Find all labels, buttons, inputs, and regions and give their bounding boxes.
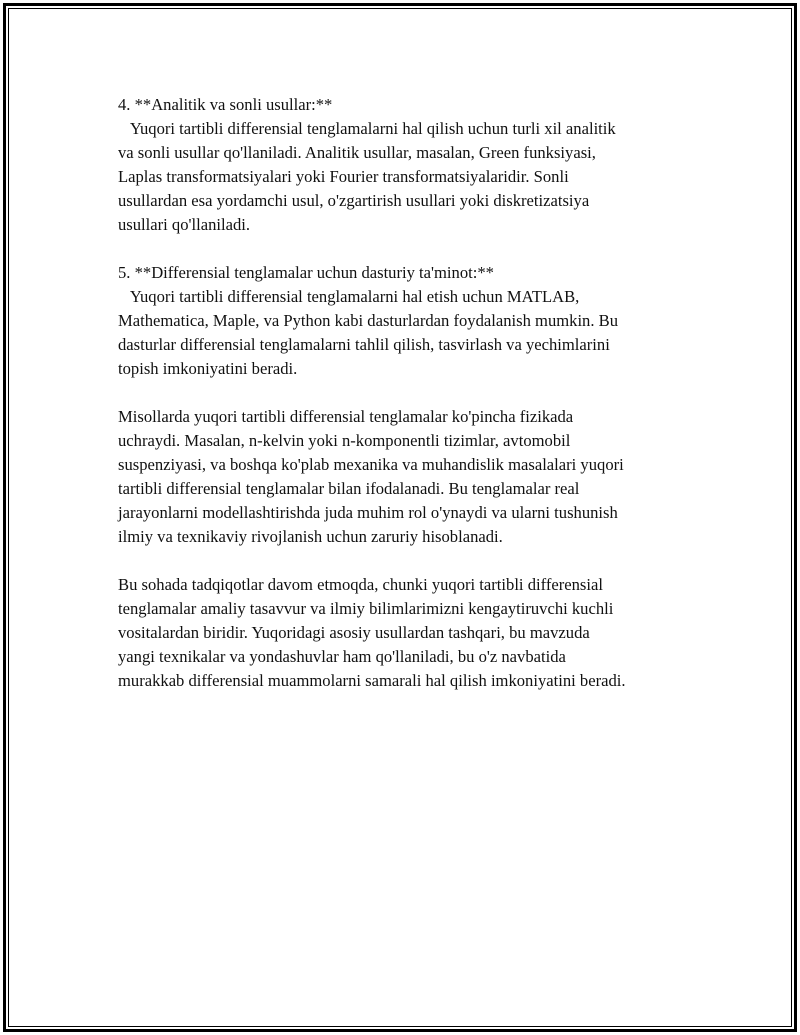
section-4-heading: 4. **Analitik va sonli usullar:** bbox=[118, 95, 333, 114]
paragraph-line: Mathematica, Maple, va Python kabi dasturlardan foydalanish mumkin. Bu bbox=[118, 311, 619, 330]
paragraph-line: tenglamalar amaliy tasavvur va ilmiy bilimlarimizni kengaytiruvchi kuchli bbox=[118, 599, 614, 618]
paragraph-line: usullardan esa yordamchi usul, o'zgartirish usullari yoki diskretizatsiya bbox=[118, 191, 590, 210]
examples-paragraph bbox=[118, 405, 698, 549]
paragraph-line: va sonli usullar qo'llaniladi. Analitik usullar, masalan, Green funksiyasi, bbox=[118, 143, 596, 162]
paragraph-line: suspenziyasi, va boshqa ko'plab mexanika va muhandislik masalalari yuqori bbox=[118, 455, 624, 474]
paragraph-line: uchraydi. Masalan, n-kelvin yoki n-komponentli tizimlar, avtomobil bbox=[118, 431, 571, 450]
paragraph-line: dasturlar differensial tenglamalarni tahlil qilish, tasvirlash va yechimlarini bbox=[118, 335, 610, 354]
paragraph-line: Misollarda yuqori tartibli differensial tenglamalar ko'pincha fizikada bbox=[118, 407, 574, 426]
paragraph-line: murakkab differensial muammolarni samarali hal qilish imkoniyatini beradi. bbox=[118, 671, 626, 690]
paragraph-line: jarayonlarni modellashtirishda juda muhim rol o'ynaydi va ularni tushunish bbox=[118, 503, 618, 522]
paragraph-line: tartibli differensial tenglamalar bilan ifodalanadi. Bu tenglamalar real bbox=[118, 479, 580, 498]
paragraph-line: vositalardan biridir. Yuqoridagi asosiy usullardan tashqari, bu mavzuda bbox=[118, 623, 590, 642]
paragraph-line: ilmiy va texnikaviy rivojlanish uchun zaruriy hisoblanadi. bbox=[118, 527, 503, 546]
paragraph-line: Yuqori tartibli differensial tenglamalarni hal qilish uchun turli xil analitik bbox=[118, 119, 616, 138]
document-body bbox=[118, 93, 698, 717]
paragraph-line: usullari qo'llaniladi. bbox=[118, 215, 251, 234]
section-5-heading: 5. **Differensial tenglamalar uchun dasturiy ta'minot:** bbox=[118, 263, 494, 282]
section-5-software bbox=[118, 261, 698, 381]
section-4-analytic-numeric-methods bbox=[118, 93, 698, 237]
paragraph-line: topish imkoniyatini beradi. bbox=[118, 359, 298, 378]
conclusion-paragraph bbox=[118, 573, 698, 693]
paragraph-line: Bu sohada tadqiqotlar davom etmoqda, chunki yuqori tartibli differensial bbox=[118, 575, 603, 594]
paragraph-line: yangi texnikalar va yondashuvlar ham qo'llaniladi, bu o'z navbatida bbox=[118, 647, 566, 666]
paragraph-line: Yuqori tartibli differensial tenglamalarni hal etish uchun MATLAB, bbox=[118, 287, 580, 306]
paragraph-line: Laplas transformatsiyalari yoki Fourier transformatsiyalaridir. Sonli bbox=[118, 167, 569, 186]
